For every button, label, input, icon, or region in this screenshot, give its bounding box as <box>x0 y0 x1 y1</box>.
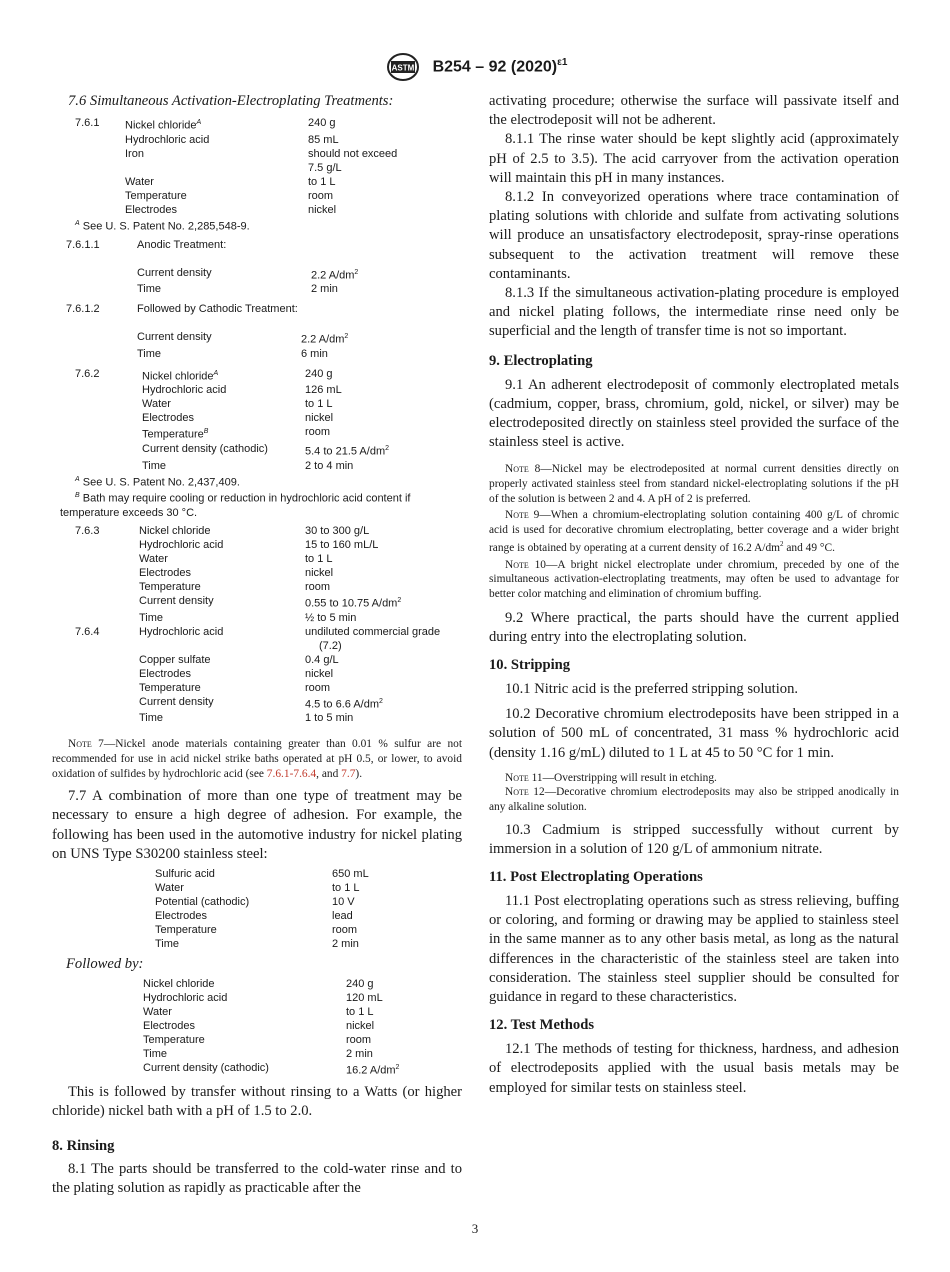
followed-by-label: Followed by: <box>66 956 144 973</box>
table-7-7-a <box>155 867 462 951</box>
table-key: Water <box>142 398 171 411</box>
paragraph-8-1: 8.1 The parts should be transferred to the cold-water rinse and to the plating solution as rapidly as practicable after the <box>52 1161 462 1197</box>
note-7: Note 7—Nickel anode materials containing greater than 0.01 % sulfur are not recommended for use in acid nickel strike baths operated at pH 0.5, or lower, to avoid oxidation of sulfides by hydrochloric acid (see 7.6.1-7.6.4, and 7.7). <box>52 738 462 780</box>
item-number: 7.6.4 <box>75 625 100 638</box>
section-8-heading: 8. Rinsing <box>52 1138 115 1155</box>
section-10-heading: 10. Stripping <box>489 657 571 673</box>
table-key: Electrodes <box>155 910 207 923</box>
item-number: 7.6.3 <box>75 525 100 538</box>
table-value: 15 to 160 mL/L <box>305 539 379 552</box>
table-key: Time <box>137 347 162 360</box>
table-key: Electrodes <box>139 667 191 680</box>
table-value: 240 g <box>346 978 374 991</box>
table-value: room <box>305 581 331 594</box>
table-value: room <box>332 924 358 937</box>
table-value: 5.4 to 21.5 $A/dm^2$ <box>305 445 390 458</box>
item-number: 7.6.1.2 <box>66 303 100 316</box>
table-value: 7.5 g/L <box>308 161 342 174</box>
table-key: Temperature <box>125 189 187 202</box>
table-key: Temperature <box>139 681 201 694</box>
table-value: lead <box>332 910 353 923</box>
table-7-7-b <box>143 977 462 1078</box>
table-key: Time <box>155 938 180 951</box>
table-key: Current density <box>139 695 214 708</box>
table-value: to 1 L <box>305 398 333 411</box>
table-key: Electrodes <box>125 203 177 216</box>
table-value: 2.2 $A/dm^2$ <box>311 268 359 282</box>
table-key: Time <box>139 712 164 725</box>
table-key <box>139 639 305 653</box>
item-number: 7.6.1 <box>75 117 100 130</box>
table-value: room <box>305 426 331 439</box>
table-value: (7.2) <box>319 639 342 652</box>
table-value: 30 to 300 g/L <box>305 525 370 538</box>
section-11-heading: 11. Post Electroplating Operations <box>489 869 703 885</box>
svg-text:ASTM: ASTM <box>391 63 414 73</box>
table-value: 85 mL <box>308 133 339 146</box>
note-9: Note 9—When a chromium-electroplating solution containing 400 g/L of chromic acid is used for decorative chromium electroplating, better coverage and a wider bright range is obtained by operating at a current density of 16.2 $A/dm^2$ and 49 °C. <box>489 509 899 555</box>
table-key: Time <box>139 611 164 624</box>
table-heading: Followed by Cathodic Treatment: <box>137 303 298 316</box>
table-key: Electrodes <box>142 412 194 425</box>
footnote-b-7-6-2: $^B$ Bath may require cooling or reduction in hydrochloric acid content if <box>75 492 411 506</box>
table-value: 2.2 $A/dm^2$ <box>301 333 349 346</box>
footnote-a-7-6-1: $^A$ See U. S. Patent No. 2,285,548-9. <box>75 219 250 233</box>
table-value: 0.55 to 10.75 $A/dm^2$ <box>305 597 402 610</box>
table-value: nickel <box>346 1020 375 1033</box>
table-value: 2 min <box>332 938 359 951</box>
section-9-heading: 9. Electroplating <box>489 352 593 369</box>
table-key: Copper sulfate <box>139 653 211 666</box>
paragraph-9-1: 9.1 An adherent electrodeposit of commonly electroplated metals (cadmium, copper, brass, chromium, gold, nickel, or silver) may be electrodeposited directly on stainless steel provided the surface of the stainless steel is active. <box>489 376 899 451</box>
table-value: nickel <box>305 412 334 425</box>
table-value: 2 min <box>346 1048 373 1061</box>
table-value: should not exceed <box>308 147 398 160</box>
astm-logo-icon <box>383 52 423 82</box>
table-key: Electrodes <box>139 567 191 580</box>
table-key: Hydrochloric acid <box>139 539 224 552</box>
right-column <box>489 92 899 1098</box>
table-key: Iron <box>125 147 144 160</box>
table-value: 4.5 to 6.6 $A/dm^2$ <box>305 697 383 711</box>
table-value: room <box>308 189 334 202</box>
table-value: 240 g <box>308 117 336 130</box>
table-7-6-1 <box>75 116 462 217</box>
table-key: Time <box>143 1048 168 1061</box>
paragraph-10-1: 10.1 Nitric acid is the preferred stripping solution. <box>505 681 799 697</box>
table-heading: Anodic Treatment: <box>137 238 227 251</box>
table-7-6-1-1 <box>66 238 462 297</box>
note-12: Note 12—Decorative chromium electrodeposits may also be stripped anodically in any alkaline solution. <box>489 786 899 813</box>
table-key: Hydrochloric acid <box>125 133 210 146</box>
table-key: Temperature <box>139 581 201 594</box>
table-7-6-4 <box>75 625 462 726</box>
table-value: 6 min <box>301 347 328 360</box>
paragraph-8-1-1: 8.1.1 The rinse water should be kept slightly acid (approximately pH of 2.5 to 3.5). The acid carryover from the activation operation will maintain this pH in many instances. <box>489 131 899 186</box>
paragraph-9-2: 9.2 Where practical, the parts should have the current applied during entry into the electroplating solution. <box>489 609 899 645</box>
table-key: Water <box>143 1006 172 1019</box>
table-value: 650 mL <box>332 868 369 881</box>
footnote-a-7-6-2: $^A$ See U. S. Patent No. 2,437,409. <box>75 475 240 489</box>
table-key: Current density <box>137 331 212 344</box>
note-10: Note 10—A bright nickel electroplate under chromium, preceded by one of the simultaneous activation-electroplating treatments, may often be used to advantage for better color matching and elimination of chromium buffing. <box>489 558 899 600</box>
table-key: Current density (cathodic) <box>142 443 268 456</box>
table-value: to 1 L <box>305 553 333 566</box>
table-key: Potential (cathodic) <box>155 896 250 909</box>
table-value: nickel <box>305 567 334 580</box>
note-11: Note 11—Overstripping will result in etching. <box>505 771 717 784</box>
paragraph-8-1-3: 8.1.3 If the simultaneous activation-plating procedure is employed and nickel plating follows, the intermediate rinse need only be superficial and the length of transfer time is not so important. <box>489 285 899 340</box>
paragraph-10-3: 10.3 Cadmium is stripped successfully without current by immersion in a solution of 120 g/L of ammonium nitrate. <box>489 821 899 857</box>
left-column <box>52 92 462 1199</box>
table-key <box>125 161 308 175</box>
table-key: Current density <box>139 595 214 608</box>
table-value: 2 min <box>311 283 338 296</box>
table-key: Nickel chloride <box>143 978 215 991</box>
reference-link[interactable]: 7.6.1-7.6.4 <box>266 767 317 780</box>
paragraph-12-1: 12.1 The methods of testing for thickness, hardness, and adhesion of electrodeposits applied with the usual basis metals may be employed for similar tests on stainless steel. <box>489 1041 899 1096</box>
note-8: Note 8—Nickel may be electrodeposited at normal current densities directly on properly activated stainless steel from standard nickel-electroplating solutions if the pH of the solution is between 2 and 4. A pH of 2 is preferred. <box>489 463 899 505</box>
table-key: Hydrochloric acid <box>143 992 228 1005</box>
table-value: to 1 L <box>346 1006 374 1019</box>
paragraph-10-2: 10.2 Decorative chromium electrodeposits have been stripped in a solution of 500 mL of concentrated, 31 mass % hydrochloric acid (density 1.16 g/mL) diluted to 1 L at 45 to 50 °C for 1 min. <box>489 706 899 761</box>
table-key: Time <box>137 283 162 296</box>
paragraph-8-1-2: 8.1.2 In conveyorized operations where trace contamination of plating solutions with chloride and sulfate from activating solutions will produce an unsatisfactory electrodeposit, spray-rinse operations subsequent to the activation treatment will remove these contaminants. <box>489 189 899 282</box>
section-7-6-title: 7.6 Simultaneous Activation-Electroplating Treatments: <box>68 93 394 109</box>
table-value: nickel <box>305 667 334 680</box>
table-value: to 1 L <box>308 175 336 188</box>
page-number: 3 <box>471 1221 479 1236</box>
table-value: 0.4 g/L <box>305 653 339 666</box>
table-key: Hydrochloric acid <box>139 625 224 638</box>
table-key: Temperature$^B$ <box>142 428 209 442</box>
table-value: 2 to 4 min <box>305 459 354 472</box>
table-value: 120 mL <box>346 992 383 1005</box>
footnote-b-7-6-2-cont: temperature exceeds 30 °C. <box>60 507 198 520</box>
table-value: 1 to 5 min <box>305 712 354 725</box>
table-key: Temperature <box>155 924 217 937</box>
table-key: Time <box>142 459 167 472</box>
table-value: 16.2 $A/dm^2$ <box>346 1064 400 1077</box>
table-key: Temperature <box>143 1034 205 1047</box>
table-key: Current density <box>137 266 212 279</box>
table-7-6-1-2 <box>66 302 462 361</box>
table-key: Water <box>139 553 168 566</box>
paragraph-11-1: 11.1 Post electroplating operations such as stress relieving, buffing or coloring, and forming or drawing may be applied to stainless steel in the same manner as to any other basis metal, as long as the natural differences in the characteristic of the stainless steel are taken into consideration. The stainless steel supplier should be consulted for guidance in regard to these characteristics. <box>489 893 899 1006</box>
section-12-heading: 12. Test Methods <box>489 1017 595 1034</box>
table-value: 10 V <box>332 896 355 909</box>
table-key: Water <box>125 175 154 188</box>
table-key: Sulfuric acid <box>155 868 215 881</box>
table-key: Electrodes <box>143 1020 195 1033</box>
item-number: 7.6.1.1 <box>66 238 100 251</box>
document-designation: B254 – 92 $(2020)^{\varepsilon 1}$ <box>432 57 568 76</box>
table-7-6-2 <box>75 367 462 473</box>
table-value: room <box>305 681 331 694</box>
table-value: ½ to 5 min <box>305 611 357 624</box>
table-value: 126 mL <box>305 384 342 397</box>
table-key: Current density (cathodic) <box>143 1062 269 1075</box>
table-7-6-3 <box>75 524 462 625</box>
item-number: 7.6.2 <box>75 367 100 380</box>
paragraph-7-7-end: This is followed by transfer without rinsing to a Watts (or higher chloride) nickel bath with a pH of 1.5 to 2.0. <box>52 1083 462 1120</box>
table-key: Hydrochloric acid <box>142 384 227 397</box>
table-value: undiluted commercial grade <box>305 625 441 638</box>
table-key: Nickel chloride <box>139 525 211 538</box>
table-value: room <box>346 1034 372 1047</box>
page-header <box>0 52 950 82</box>
table-value: 240 g <box>305 367 333 380</box>
reference-link[interactable]: 7.7 <box>341 767 356 780</box>
paragraph-7-7: 7.7 A combination of more than one type of treatment may be necessary to ensure a high degree of adhesion. For example, the following has been used in the automotive industry for nickel plating on UNS Type S30200 stainless steel: <box>52 788 462 862</box>
table-key: Water <box>155 882 184 895</box>
table-value: to 1 L <box>332 882 360 895</box>
table-key: Nickel chloride$^A$ <box>125 119 202 132</box>
table-key: Nickel chloride$^A$ <box>142 369 219 383</box>
table-value: nickel <box>308 203 337 216</box>
paragraph-8-1-cont: activating procedure; otherwise the surface will passivate itself and the electrodeposit will not be adherent. <box>489 93 899 129</box>
